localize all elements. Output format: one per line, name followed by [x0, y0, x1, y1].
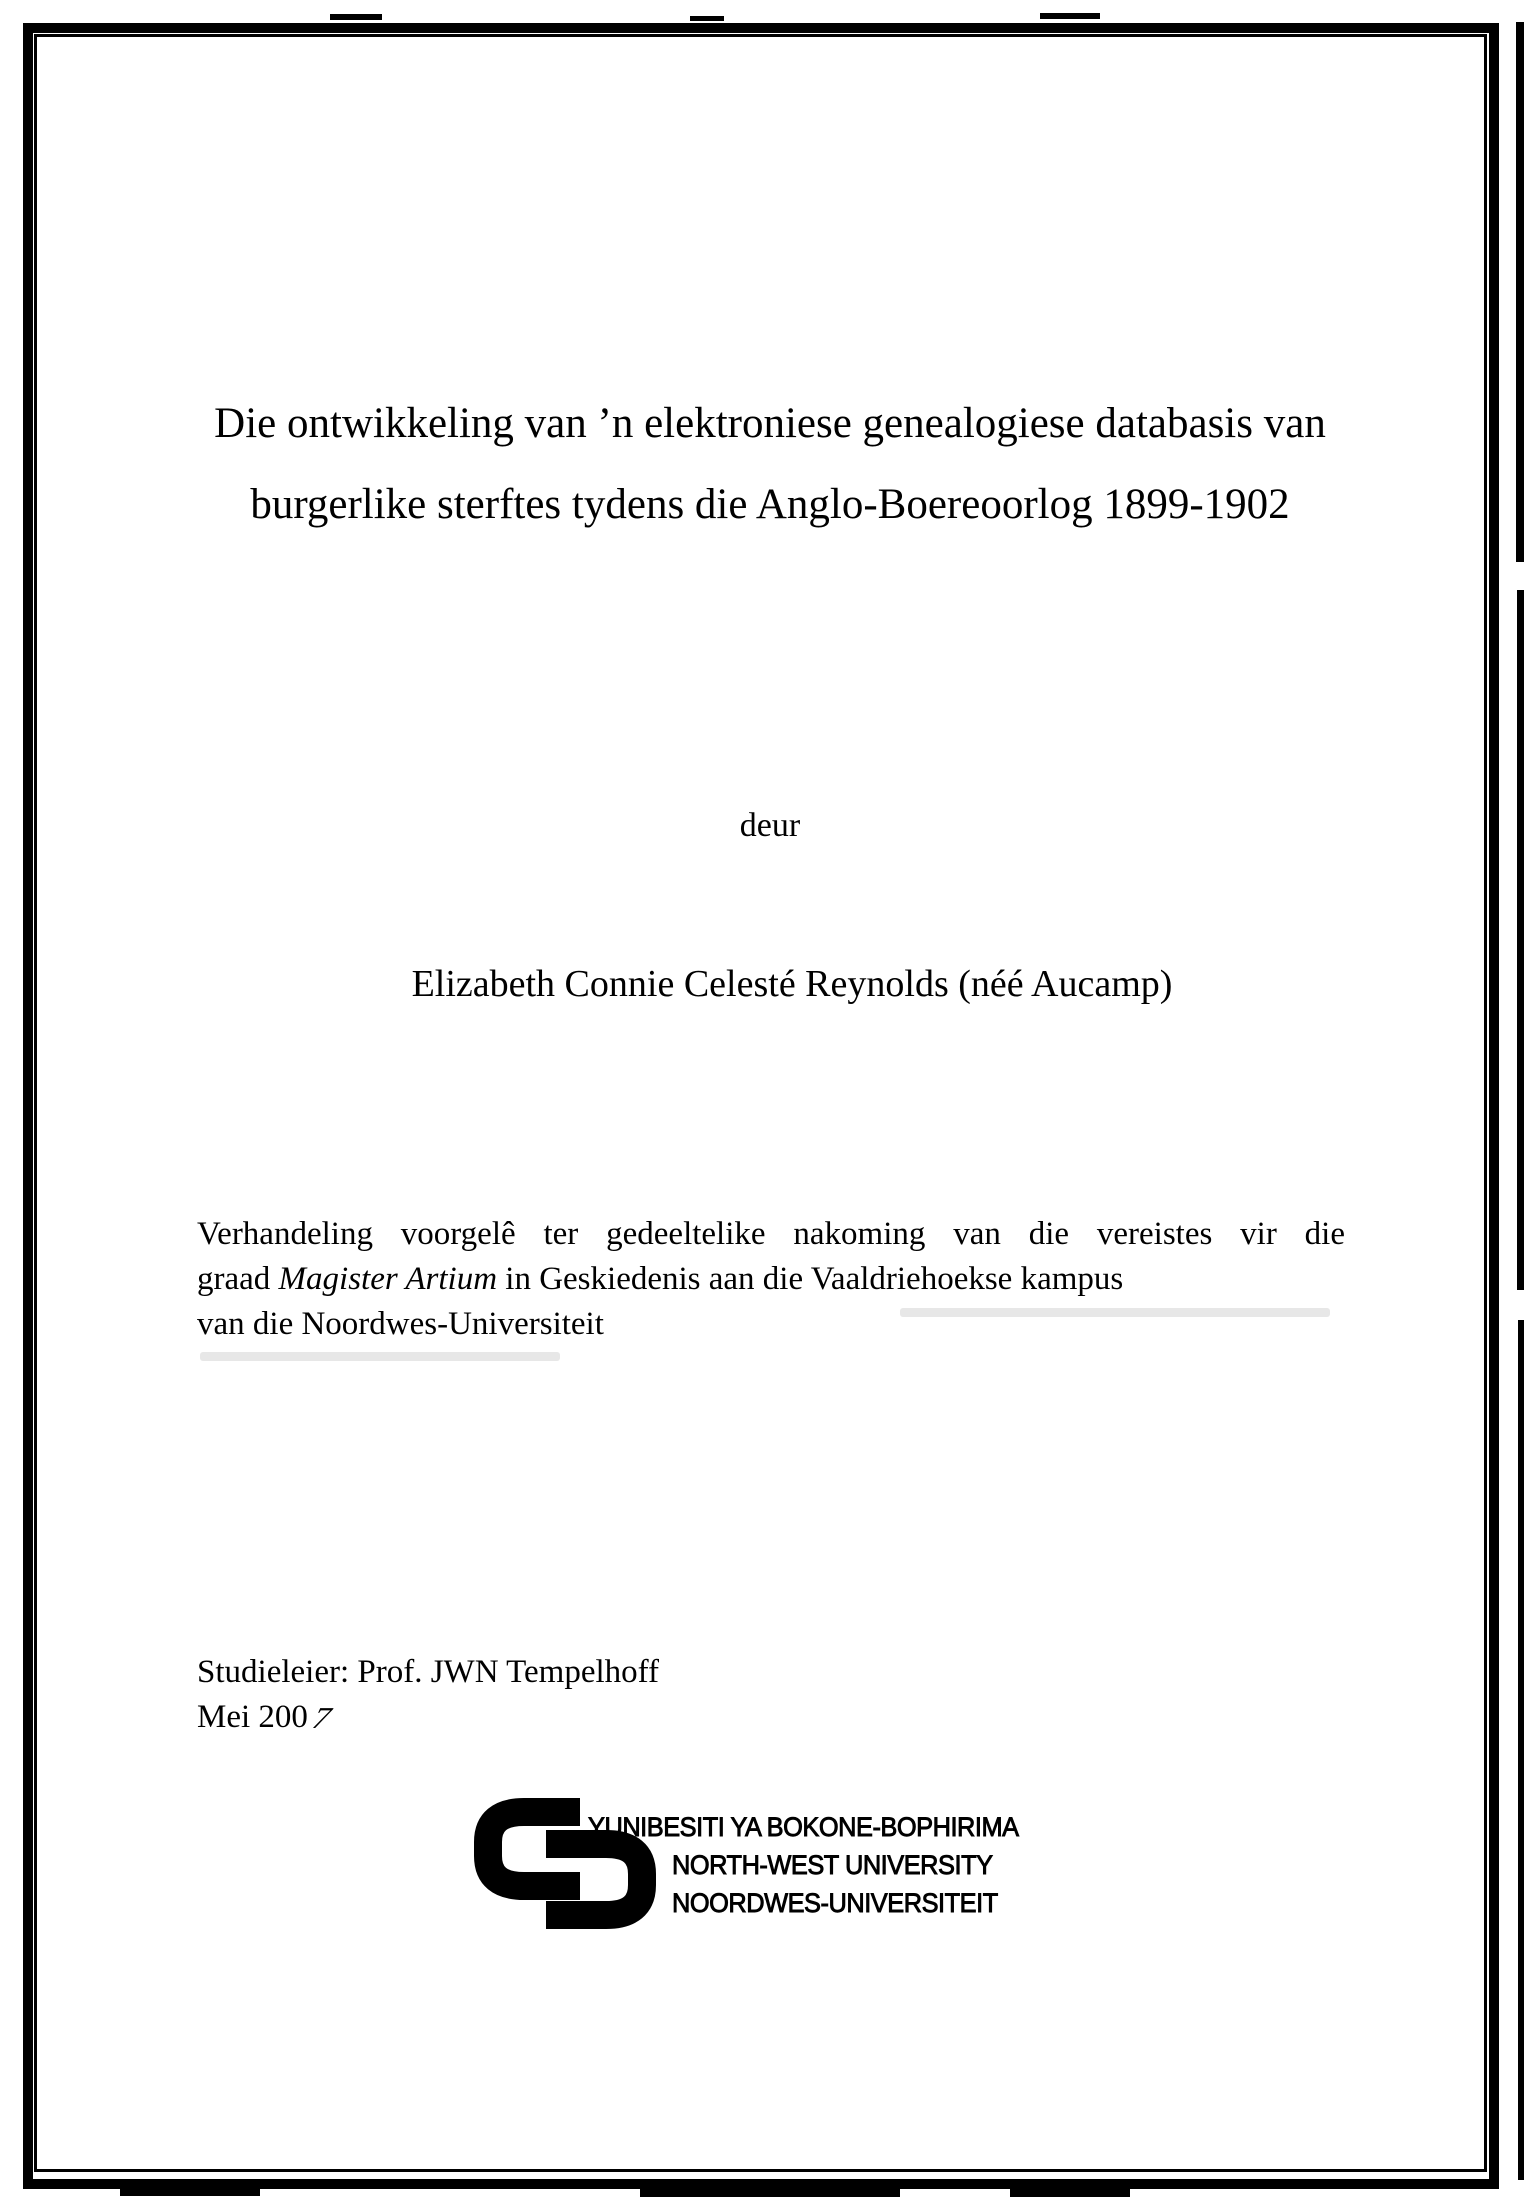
supervisor-block — [197, 1650, 659, 1740]
author-name: Elizabeth Connie Celesté Reynolds (néé Aucamp) — [411, 963, 1173, 1005]
declaration-line2-prefix: graad — [197, 1261, 279, 1297]
scan-artifact — [1040, 13, 1100, 19]
scan-artifact — [1516, 22, 1524, 562]
thesis-title-line2: burgerlike sterftes tydens die Anglo-Boereoorlog 1899-1902 — [250, 481, 1290, 528]
degree-name: Magister Artium — [278, 1261, 498, 1297]
scan-artifact — [640, 2189, 900, 2197]
scan-ghosting — [200, 1352, 560, 1361]
logo-text-line2: NORTH-WEST UNIVERSITY — [672, 1850, 993, 1880]
declaration-line1: Verhandeling voorgelê ter gedeeltelike nakoming van die vereistes vir die — [197, 1216, 1345, 1252]
scan-artifact — [1518, 1320, 1524, 2180]
handwritten-seven-digit: 7 — [309, 1702, 334, 1736]
thesis-title-line1: Die ontwikkeling van ’n elektroniese genealogiese databasis van — [214, 400, 1326, 447]
date-prefix: Mei 200 — [197, 1699, 308, 1735]
scan-artifact — [1010, 2188, 1130, 2197]
declaration-line2 — [197, 1257, 1345, 1302]
supervisor-line: Studieleier: Prof. JWN Tempelhoff — [197, 1654, 660, 1690]
scan-artifact — [690, 16, 724, 21]
declaration-paragraph — [197, 1212, 1345, 1347]
declaration-line3: van die Noordwes-Universiteit — [197, 1306, 604, 1342]
scan-artifact — [1517, 590, 1524, 1290]
logo-text-line3: NOORDWES-UNIVERSITEIT — [672, 1888, 998, 1918]
date-line — [197, 1695, 659, 1740]
scan-ghosting — [900, 1308, 1330, 1317]
scan-artifact — [330, 14, 382, 20]
declaration-line2-suffix: in Geskiedenis aan die Vaaldriehoekse kampus — [497, 1261, 1124, 1297]
byline-word: deur — [739, 807, 801, 844]
logo-text-line1: YUNIBESITI YA BOKONE-BOPHIRIMA — [588, 1812, 1019, 1842]
thesis-title — [40, 383, 1500, 545]
scan-artifact — [120, 2188, 260, 2196]
